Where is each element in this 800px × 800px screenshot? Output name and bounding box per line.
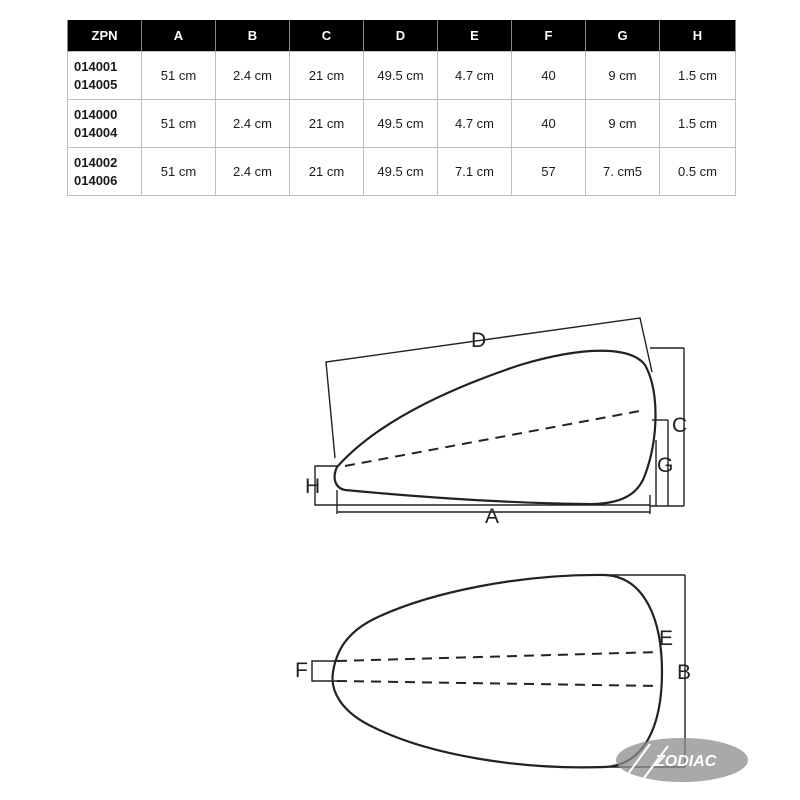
- value-e: 4.7 cm: [438, 100, 512, 148]
- tank-side-outline: [335, 351, 656, 504]
- value-d: 49.5 cm: [364, 100, 438, 148]
- part-number: 014002: [74, 154, 118, 170]
- side-centerline: [345, 410, 645, 466]
- value-c: 21 cm: [290, 148, 364, 196]
- tank-top-outline: [332, 575, 662, 767]
- top-view-diagram: [312, 575, 685, 767]
- value-a: 51 cm: [142, 100, 216, 148]
- value-g: 9 cm: [586, 100, 660, 148]
- part-number: 014006: [74, 172, 118, 188]
- label-d: D: [471, 329, 487, 352]
- header-zpn: ZPN: [68, 20, 142, 52]
- value-h: 1.5 cm: [660, 100, 736, 148]
- label-c: C: [672, 414, 688, 437]
- value-h: 1.5 cm: [660, 52, 736, 100]
- value-c: 21 cm: [290, 52, 364, 100]
- logo-text: ZODIAC: [655, 753, 717, 770]
- top-centerline-2: [337, 681, 660, 686]
- value-b: 2.4 cm: [216, 148, 290, 196]
- value-f: 40: [512, 52, 586, 100]
- top-view-labels: [295, 627, 691, 684]
- value-d: 49.5 cm: [364, 52, 438, 100]
- label-g: G: [657, 454, 674, 477]
- value-c: 21 cm: [290, 100, 364, 148]
- header-c: C: [290, 20, 364, 52]
- value-b: 2.4 cm: [216, 100, 290, 148]
- label-a: A: [485, 505, 500, 528]
- value-f: 40: [512, 100, 586, 148]
- part-number: 014005: [74, 76, 118, 92]
- value-a: 51 cm: [142, 52, 216, 100]
- label-h: H: [305, 475, 321, 498]
- header-e: E: [438, 20, 512, 52]
- label-f: F: [295, 659, 308, 682]
- header-f: F: [512, 20, 586, 52]
- value-g: 9 cm: [586, 52, 660, 100]
- value-f: 57: [512, 148, 586, 196]
- value-b: 2.4 cm: [216, 52, 290, 100]
- value-g: 7. cm5: [586, 148, 660, 196]
- zodiac-logo: [616, 738, 748, 782]
- value-a: 51 cm: [142, 148, 216, 196]
- part-number: 014004: [74, 124, 118, 140]
- side-view-diagram: [315, 318, 684, 514]
- header-h: H: [660, 20, 736, 52]
- value-d: 49.5 cm: [364, 148, 438, 196]
- value-h: 0.5 cm: [660, 148, 736, 196]
- header-a: A: [142, 20, 216, 52]
- label-e: E: [659, 627, 674, 650]
- part-number: 014000: [74, 106, 118, 122]
- label-b: B: [677, 661, 692, 684]
- part-number: 014001: [74, 58, 118, 74]
- value-e: 7.1 cm: [438, 148, 512, 196]
- value-e: 4.7 cm: [438, 52, 512, 100]
- top-centerline-1: [337, 652, 660, 661]
- header-b: B: [216, 20, 290, 52]
- header-d: D: [364, 20, 438, 52]
- header-g: G: [586, 20, 660, 52]
- side-view-labels: [305, 329, 687, 528]
- dimension-d-line: [326, 318, 652, 458]
